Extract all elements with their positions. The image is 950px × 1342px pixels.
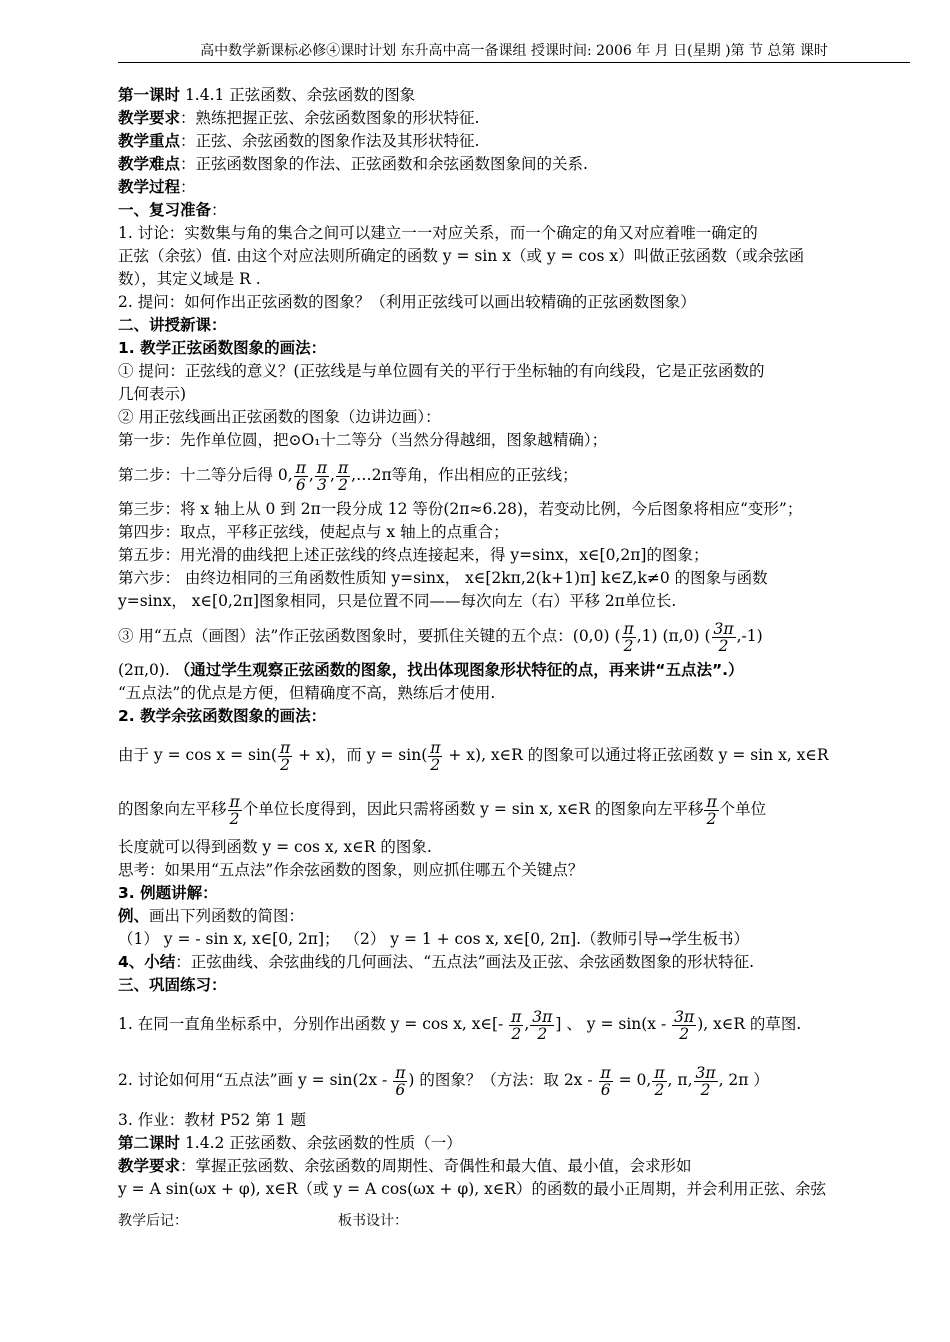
five-point-note: （通过学生观察正弦函数的图象，找出体现图象形状特征的点，再来讲“五点法”.） (174, 661, 744, 679)
fraction (530, 1009, 554, 1042)
frac-den: 2 (537, 1024, 548, 1043)
text-line: ① 提问：正弦线的意义？(正弦线是与单位圆有关的平行于坐标轴的有向线段，它是正弦函数的 (118, 362, 765, 380)
step2-line: 第二步：十二等分后得 0, $\frac{\pi}{6}$ , $\frac{\pi}{3}$ , $\frac{\pi}{2}$ ,…2π等角，作出相应的正弦线； (118, 458, 578, 494)
req-label: 教学要求 (118, 109, 181, 127)
p2-mid: = 0, (613, 1071, 652, 1089)
practice-2 (118, 1057, 913, 1103)
frac-den: 3 (317, 475, 327, 494)
heading-colon: ： (211, 316, 227, 334)
text-line: 几何表示) (118, 385, 187, 403)
difficulty-label: 教学难点 (118, 155, 181, 173)
p2-mid: , π, (667, 1071, 693, 1089)
text-line: y = A sin(ωx + φ), x∈R（或 y = A cos(ωx + φ), x∈R）的函数的最小正周期，并会利用正弦、余弦 (118, 1180, 827, 1198)
cos1-post: + x), x∈R 的图象可以通过将正弦函数 y = sin x, x∈R (443, 746, 829, 764)
fraction (393, 1065, 407, 1098)
cos2-mid: 个单位长度得到，因此只需将函数 y = sin x, x∈R 的图象向左平移 (242, 800, 704, 818)
cos2-pre: 的图象向左平移 (118, 800, 227, 818)
cosine-graph-heading: 2. 教学余弦函数图象的画法： (118, 707, 327, 725)
step2-pre: 第二步：十二等分后得 0, (118, 466, 293, 484)
key-label: 教学重点 (118, 132, 181, 150)
frac-num: π (600, 1063, 611, 1082)
lesson1-title: 1.4.1 正弦函数、余弦函数的图象 (180, 86, 416, 104)
frac-den: 2 (430, 755, 441, 774)
key-text: ：正弦、余弦函数的图象作法及其形状特征. (180, 132, 480, 150)
fraction (294, 460, 308, 493)
fraction (704, 794, 718, 827)
page-header: 高中数学新课标必修④课时计划 东升高中高一备课组 授课时间: 2006 年 月 日(星期 )第 节 总第 课时 (118, 40, 910, 63)
frac-num: π (623, 619, 634, 638)
heading-colon: ： (310, 339, 327, 357)
frac-num: 3π (674, 1007, 695, 1026)
text-line: 第三步：将 x 轴上从 0 到 2π一段分成 12 等份(2π≈6.28)，若变动比例，今后图象将相应“变形”； (118, 500, 803, 518)
frac-num: π (316, 458, 328, 477)
cos1-pre: 由于 y = cos x = sin( (118, 746, 277, 764)
board-design-label: 板书设计： (338, 1213, 408, 1229)
frac-den: 2 (229, 809, 240, 828)
think-question: 思考：如果用“五点法”作余弦函数的图象，则应抓住哪五个关键点？ (118, 861, 584, 879)
frac-den: 2 (654, 1080, 665, 1099)
fraction (672, 1009, 696, 1042)
fraction (336, 460, 350, 493)
frac-den: 2 (280, 755, 290, 774)
text-line: 第五步：用光滑的曲线把上述正弦线的终点连接起来，得 y=sinx，x∈[0,2π]的图象； (118, 546, 709, 564)
frac-num: π (654, 1063, 665, 1082)
text-line: 第一步：先作单位圆，把⊙O₁十二等分（当然分得越细，图象越精确）； (118, 431, 608, 449)
reflection-label: 教学后记： (118, 1213, 188, 1229)
text-line: 第六步： 由终边相同的三角函数性质知 y=sinx， x∈[2kπ,2(k+1)π] k∈Z,k≠0 的图象与函数 (118, 569, 768, 587)
fraction (428, 740, 442, 773)
fraction (622, 621, 636, 654)
fraction (228, 794, 242, 827)
frac-num: 3π (695, 1063, 716, 1082)
frac-num: π (279, 738, 291, 757)
five-post: ,-1) (736, 627, 763, 645)
req2-text: ：掌握正弦函数、余弦函数的周期性、奇偶性和最大值、最小值，会求形如 (180, 1157, 692, 1175)
process-label: 教学过程 (118, 178, 181, 196)
frac-den: 6 (395, 1080, 406, 1099)
frac-den: 2 (679, 1024, 690, 1043)
text-line: “五点法”的优点是方便，但精确度不高，熟练后才使用. (118, 684, 496, 702)
lesson2-title: 1.4.2 正弦函数、余弦函数的性质（一） (180, 1134, 462, 1152)
text-line: y=sinx， x∈[0,2π]图象相同，只是位置不同——每次向左（右）平移 2π单位长. (118, 592, 677, 610)
cos-line-1 (118, 732, 913, 778)
frac-den: 2 (700, 1080, 711, 1099)
req-text: ：熟练把握正弦、余弦函数图象的形状特征. (180, 109, 480, 127)
cos2-post: 个单位 (719, 800, 767, 818)
text-line: 数），其定义域是 R . (118, 270, 261, 288)
p1-pre: 1. 在同一直角坐标系中，分别作出函数 y = cos x, x∈[- (118, 1015, 509, 1033)
text-line: 第四步：取点，平移正弦线，使起点与 x 轴上的点重合； (118, 523, 509, 541)
frac-num: π (337, 458, 349, 477)
frac-num: π (430, 738, 441, 757)
frac-den: 2 (623, 636, 634, 655)
req2-label: 教学要求 (118, 1157, 181, 1175)
new-lesson-heading: 二、讲授新课 (118, 316, 212, 334)
process-colon: ： (180, 178, 196, 196)
five2-pre: (2π,0). (118, 661, 175, 679)
frac-den: 2 (338, 475, 348, 494)
five-point-line (118, 613, 913, 659)
frac-den: 2 (706, 809, 717, 828)
example-heading: 3. 例题讲解： (118, 884, 218, 902)
frac-num: 3π (713, 619, 734, 638)
lesson-content (118, 84, 913, 1201)
p2-post: , 2π ） (718, 1071, 769, 1089)
fraction (315, 460, 329, 493)
cos1-mid: + x)，而 y = sin( (293, 746, 428, 764)
example-label: 例、 (118, 907, 150, 925)
step2-post: ,…2π等角，作出相应的正弦线； (351, 466, 578, 484)
difficulty-text: ：正弦函数图象的作法、正弦函数和余弦函数图象间的关系. (180, 155, 588, 173)
sine-graph-heading: 1. 教学正弦函数图象的画法 (118, 339, 311, 357)
fraction (599, 1065, 613, 1098)
homework: 3. 作业：教材 P52 第 1 题 (118, 1111, 306, 1129)
frac-num: π (395, 1063, 406, 1082)
fraction (652, 1065, 666, 1098)
five-pre: ③ 用“五点（画图）法”作正弦函数图象时，要抓住关键的五个点：(0,0) ( (118, 627, 621, 645)
frac-den: 2 (511, 1024, 522, 1043)
cos-line-2 (118, 786, 913, 832)
example-text: 画出下列函数的简图： (149, 907, 305, 925)
frac-den: 6 (600, 1080, 611, 1099)
summary-text: ：正弦曲线、余弦曲线的几何画法、“五点法”画法及正弦、余弦函数图象的形状特征. (175, 953, 755, 971)
frac-num: π (229, 792, 240, 811)
p1-mid: ] 、 y = sin(x - (555, 1015, 672, 1033)
p2-pre: 2. 讨论如何用“五点法”画 y = sin(2x - (118, 1071, 393, 1089)
fraction (712, 621, 736, 654)
text-line: 1. 讨论：实数集与角的集合之间可以建立一一对应关系，而一个确定的角又对应着唯一确定的 (118, 224, 758, 242)
fraction (694, 1065, 718, 1098)
summary-label: 4、小结 (118, 953, 176, 971)
frac-num: π (295, 458, 306, 477)
text-line: 2. 提问：如何作出正弦函数的图象？（利用正弦线可以画出较精确的正弦函数图象） (118, 293, 696, 311)
frac-den: 6 (295, 475, 306, 494)
p1-post: ), x∈R 的草图. (697, 1015, 802, 1033)
lesson1-label: 第一课时 (118, 86, 181, 104)
fraction (278, 740, 292, 773)
fraction (509, 1009, 523, 1042)
page-footer (118, 1210, 558, 1230)
lesson2-label: 第二课时 (118, 1134, 181, 1152)
example-items: （1） y = - sin x, x∈[0, 2π]； （2） y = 1 + cos x, x∈[0, 2π].（教师引导→学生板书） (118, 930, 750, 948)
text-line: 正弦（余弦）值. 由这个对应法则所确定的函数 y = sin x（或 y = cos x）叫做正弦函数（或余弦函 (118, 247, 805, 265)
review-heading: 一、复习准备 (118, 201, 212, 219)
frac-den: 2 (718, 636, 729, 655)
text-line: ② 用正弦线画出正弦函数的图象（边讲边画）： (118, 408, 441, 426)
review-colon: ： (211, 201, 227, 219)
frac-num: 3π (532, 1007, 553, 1026)
five-mid: ,1) (π,0) ( (636, 627, 711, 645)
p1-mid: , (524, 1015, 530, 1033)
practice-heading: 三、巩固练习： (118, 976, 227, 994)
frac-num: π (706, 792, 717, 811)
practice-1 (118, 1001, 913, 1047)
frac-num: π (511, 1007, 522, 1026)
p2-mid: ) 的图象？（方法：取 2x - (408, 1071, 598, 1089)
text-line: 长度就可以得到函数 y = cos x, x∈R 的图象. (118, 838, 432, 856)
